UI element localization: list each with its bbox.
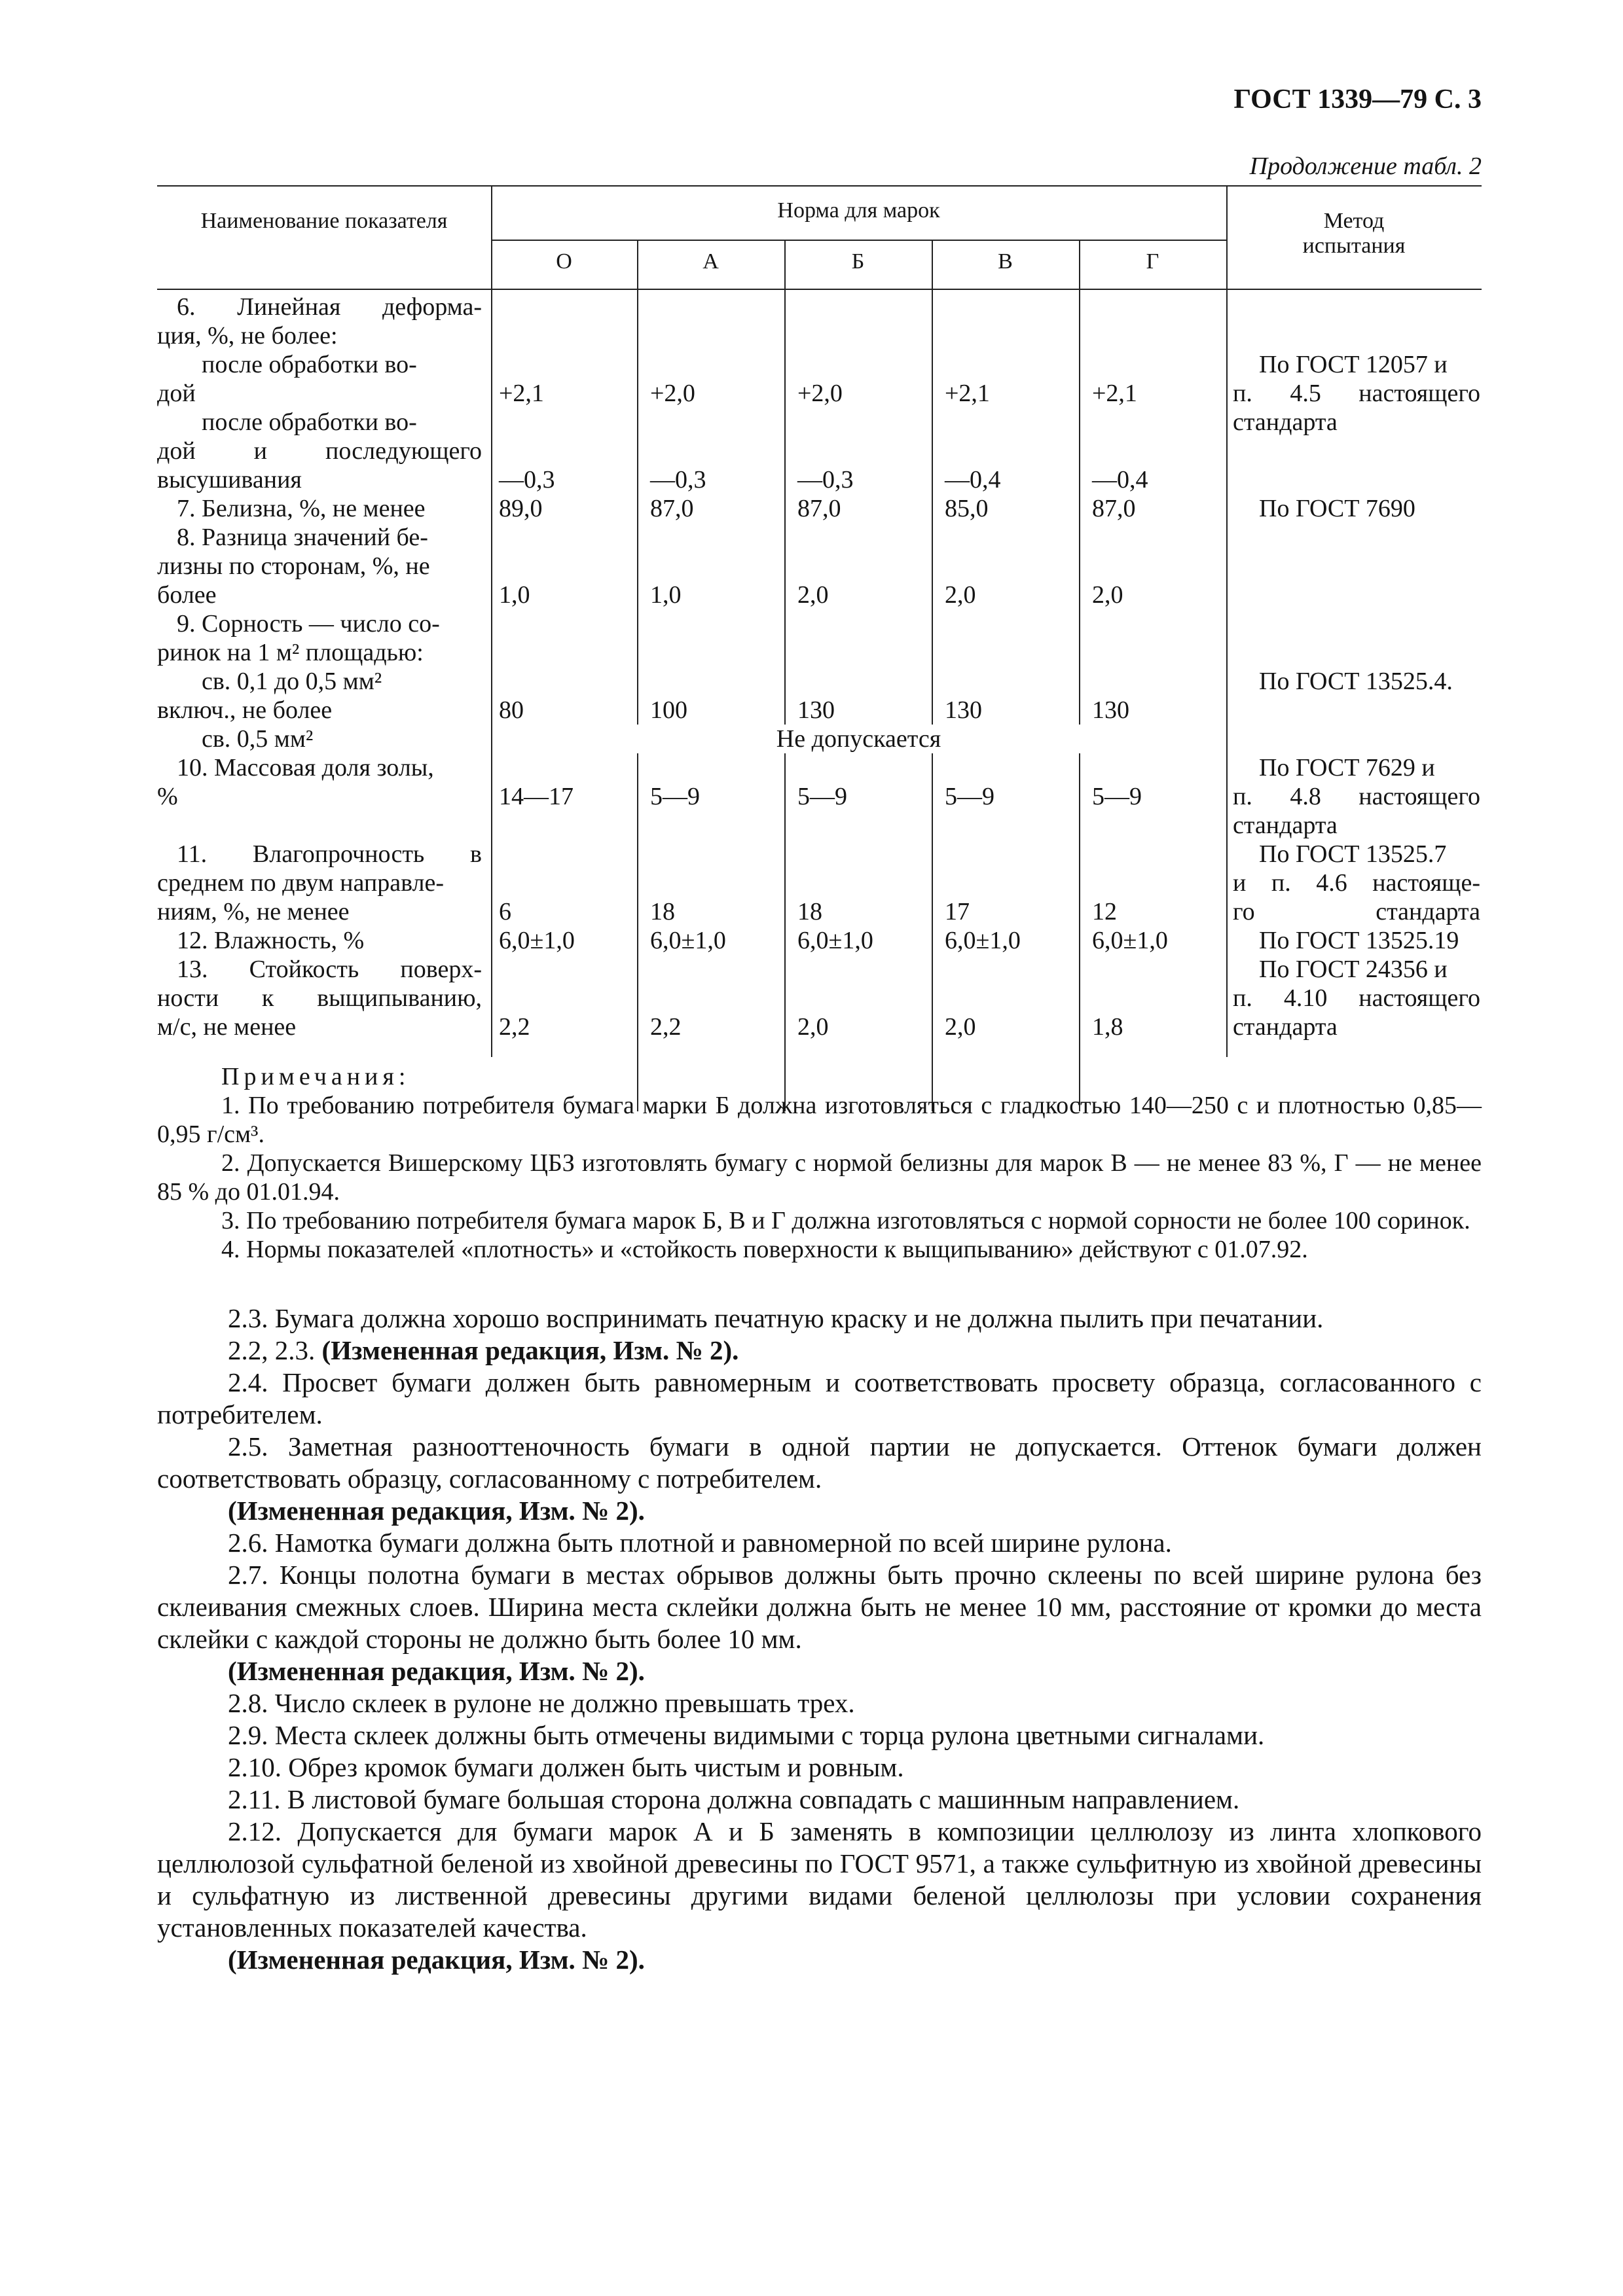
grade-value: +2,1 — [1092, 380, 1137, 407]
test-method: По ГОСТ 13525.4. — [1259, 668, 1453, 695]
grade-value: 2,2 — [499, 1013, 530, 1041]
grade-value: 87,0 — [1092, 495, 1136, 522]
grade-value: 1,8 — [1092, 1013, 1123, 1041]
page-header: ГОСТ 1339—79 С. 3 — [1233, 84, 1482, 115]
body-paragraph — [157, 1302, 1482, 1335]
body-paragraph — [157, 1784, 1482, 1816]
grade-value: —0,4 — [945, 466, 1001, 493]
grade-value: 5—9 — [797, 783, 847, 810]
row-label: среднем по двум направле- — [157, 869, 445, 897]
grade-value: 2,0 — [797, 1013, 829, 1041]
grade-value: —0,4 — [1092, 466, 1148, 493]
test-method: По ГОСТ 12057 и — [1259, 351, 1448, 378]
paragraph-text: 2.8. Число склеек в рулоне не должно превышать трех. — [228, 1688, 855, 1718]
grade-value: 130 — [1092, 696, 1129, 724]
test-method: По ГОСТ 13525.7 — [1259, 840, 1447, 868]
grade-value: 80 — [499, 696, 524, 724]
grade-value: +2,1 — [945, 380, 990, 407]
table-notes — [157, 1062, 1482, 1264]
row-label: 8. Разница значений бе- — [177, 524, 428, 551]
body-paragraph — [157, 1335, 1482, 1367]
row-label: дой и последующего — [157, 437, 482, 465]
row-label: включ., не более — [157, 696, 333, 724]
grade-header: О — [556, 249, 572, 274]
row-label: м/с, не менее — [157, 1013, 297, 1041]
grade-value: 12 — [1092, 898, 1117, 925]
grade-value: 5—9 — [945, 783, 994, 810]
note-item: 4. Нормы показателей «плотность» и «стойкость поверхности к выщипыванию» действуют с 01.07.92. — [221, 1236, 1308, 1263]
column-header-norm: Норма для марок — [777, 198, 940, 223]
grade-value: 5—9 — [650, 783, 700, 810]
grade-value: +2,1 — [499, 380, 544, 407]
merged-value: Не допускается — [776, 725, 941, 753]
test-method: п. 4.5 настоящего — [1233, 380, 1480, 407]
paragraph-text: 2.5. Заметная разнооттеночность бумаги в одной партии не допускается. Оттенок бумаги должен соответствовать образцу, согласованному с потребителем. — [157, 1431, 1482, 1494]
grade-value: 85,0 — [945, 495, 989, 522]
paragraph-prefix: 2.2, 2.3. — [228, 1335, 322, 1365]
grade-value: 17 — [945, 898, 970, 925]
paragraph-text: 2.10. Обрез кромок бумаги должен быть чистым и ровным. — [228, 1752, 904, 1782]
grade-value: 87,0 — [650, 495, 694, 522]
grade-header: Б — [851, 249, 865, 274]
test-method: стандарта — [1233, 408, 1338, 436]
row-label: дой — [157, 380, 196, 407]
paragraph-text: 2.4. Просвет бумаги должен быть равномерным и соответствовать просвету образца, согласованного с потребителем. — [157, 1367, 1482, 1429]
grade-value: +2,0 — [797, 380, 843, 407]
row-label: 9. Сорность — число со- — [177, 610, 440, 637]
grade-header: Г — [1146, 249, 1159, 274]
row-label: ринок на 1 м² площадью: — [157, 639, 424, 666]
grade-value: 6,0±1,0 — [650, 927, 726, 954]
grade-header: А — [702, 249, 719, 274]
body-paragraph — [157, 1816, 1482, 1944]
amendment-note: (Измененная редакция, Изм. № 2). — [321, 1335, 739, 1365]
body-paragraph — [157, 1944, 1482, 1976]
grade-header: В — [998, 249, 1013, 274]
body-paragraph — [157, 1559, 1482, 1655]
column-divider — [1079, 240, 1080, 1111]
test-method: По ГОСТ 7629 и — [1259, 754, 1435, 781]
grade-value: 130 — [797, 696, 835, 724]
grade-value: 100 — [650, 696, 687, 724]
grade-value: 2,0 — [797, 581, 829, 609]
row-label: более — [157, 581, 217, 609]
grade-value: 87,0 — [797, 495, 841, 522]
row-label: 6. Линейная деформа- — [177, 293, 482, 321]
body-paragraph — [157, 1751, 1482, 1784]
paragraph-text: 2.12. Допускается для бумаги марок А и Б заменять в композиции целлюлозу из линта хлопкового целлюлозой сульфатной беленой из хвойной древесины по ГОСТ 9571, а также сульфитную из хвойной древесины и сульфатную из лиственной древесины другими видами беленой целлюлозы при условии сохранения установленных показателей качества. — [157, 1816, 1482, 1943]
body-paragraph — [157, 1367, 1482, 1431]
body-paragraph — [157, 1687, 1482, 1719]
row-label: 11. Влагопрочность в — [177, 840, 482, 868]
grade-value: —0,3 — [797, 466, 854, 493]
paragraph-text: 2.6. Намотка бумаги должна быть плотной и равномерной по всей ширине рулона. — [228, 1528, 1172, 1558]
body-text — [157, 1302, 1482, 1976]
column-divider — [491, 185, 492, 1057]
grade-value: 6,0±1,0 — [797, 927, 873, 954]
grade-value: 18 — [797, 898, 822, 925]
table-continuation-label: Продолжение табл. 2 — [1249, 152, 1482, 180]
column-divider — [637, 240, 638, 1111]
paragraph-text: 2.9. Места склеек должны быть отмечены видимыми с торца рулона цветными сигналами. — [228, 1720, 1265, 1750]
test-method: По ГОСТ 13525.19 — [1259, 927, 1459, 954]
grade-value: 5—9 — [1092, 783, 1142, 810]
column-header-indicator: Наименование показателя — [200, 209, 448, 233]
notes-title: Примечания: — [221, 1063, 410, 1090]
row-label: 12. Влажность, % — [177, 927, 365, 954]
row-label: после обработки во- — [202, 351, 417, 378]
grade-value: 89,0 — [499, 495, 543, 522]
column-divider — [932, 240, 933, 1111]
body-paragraph — [157, 1655, 1482, 1687]
grade-value: 6 — [499, 898, 511, 925]
row-label: ниям, %, не менее — [157, 898, 350, 925]
grade-value: 2,0 — [1092, 581, 1123, 609]
column-header-method: Метод испытания — [1302, 209, 1406, 258]
paragraph-text: 2.11. В листовой бумаге большая сторона должна совпадать с машинным направлением. — [228, 1784, 1240, 1814]
note-item: 1. По требованию потребителя бумага марки Б должна изготовляться с гладкостью 140—250 с и плотностью 0,85—0,95 г/см³. — [157, 1092, 1482, 1148]
test-method: го стандарта — [1233, 898, 1480, 925]
column-divider — [784, 240, 786, 1111]
grade-value: 14—17 — [499, 783, 574, 810]
grade-value: 2,0 — [945, 581, 976, 609]
body-paragraph — [157, 1431, 1482, 1495]
paragraph-text: 2.3. Бумага должна хорошо воспринимать печатную краску и не должна пылить при печатании. — [228, 1303, 1324, 1333]
grade-value: 130 — [945, 696, 982, 724]
test-method: По ГОСТ 7690 — [1259, 495, 1415, 522]
grade-value: +2,0 — [650, 380, 695, 407]
table-top-rule — [157, 185, 1482, 187]
body-paragraph — [157, 1719, 1482, 1751]
row-label: лизны по сторонам, %, не — [157, 552, 430, 580]
grade-value: 2,0 — [945, 1013, 976, 1041]
test-method: По ГОСТ 24356 и — [1259, 956, 1448, 983]
amendment-note: (Измененная редакция, Изм. № 2). — [228, 1656, 645, 1686]
grade-value: 1,0 — [499, 581, 530, 609]
row-label: ция, %, не более: — [157, 322, 338, 350]
test-method: п. 4.10 настоящего — [1233, 984, 1480, 1012]
row-label: высушивания — [157, 466, 302, 493]
row-label: 13. Стойкость поверх- — [177, 956, 482, 983]
column-divider — [1226, 185, 1228, 1057]
test-method: стандарта — [1233, 812, 1338, 839]
body-paragraph — [157, 1527, 1482, 1559]
row-label: 10. Массовая доля золы, — [177, 754, 434, 781]
grade-value: —0,3 — [650, 466, 706, 493]
amendment-note: (Измененная редакция, Изм. № 2). — [228, 1496, 645, 1526]
body-paragraph — [157, 1495, 1482, 1527]
row-label: после обработки во- — [202, 408, 417, 436]
paragraph-text: 2.7. Концы полотна бумаги в местах обрывов должны быть прочно склеены по всей ширине рулона без склеивания смежных слоев. Ширина места склейки должна быть не менее 10 мм, расстояние от кромки до места склейки с каждой стороны не должно быть более 10 мм. — [157, 1560, 1482, 1654]
header-bottom-rule — [157, 289, 1482, 290]
note-item: 3. По требованию потребителя бумага марок Б, В и Г должна изготовляться с нормой сорности не более 100 соринок. — [221, 1207, 1470, 1234]
note-item: 2. Допускается Вишерскому ЦБЗ изготовлять бумагу с нормой белизны для марок В — не менее 83 %, Г — не менее 85 % до 01.01.94. — [157, 1149, 1482, 1206]
grade-value: —0,3 — [499, 466, 555, 493]
grade-value: 6,0±1,0 — [499, 927, 575, 954]
amendment-note: (Измененная редакция, Изм. № 2). — [228, 1945, 645, 1975]
grade-value: 18 — [650, 898, 675, 925]
row-label: св. 0,5 мм² — [202, 725, 314, 753]
test-method: и п. 4.6 настояще- — [1233, 869, 1480, 897]
grade-value: 2,2 — [650, 1013, 682, 1041]
grade-value: 6,0±1,0 — [1092, 927, 1168, 954]
row-label: % — [157, 783, 178, 810]
test-method: п. 4.8 настоящего — [1233, 783, 1480, 810]
test-method: стандарта — [1233, 1013, 1338, 1041]
row-label: 7. Белизна, %, не менее — [177, 495, 426, 522]
row-label: ности к выщипыванию, — [157, 984, 482, 1012]
grade-value: 6,0±1,0 — [945, 927, 1021, 954]
grade-value: 1,0 — [650, 581, 682, 609]
header-mid-rule — [491, 240, 1226, 241]
row-label: св. 0,1 до 0,5 мм² — [202, 668, 382, 695]
